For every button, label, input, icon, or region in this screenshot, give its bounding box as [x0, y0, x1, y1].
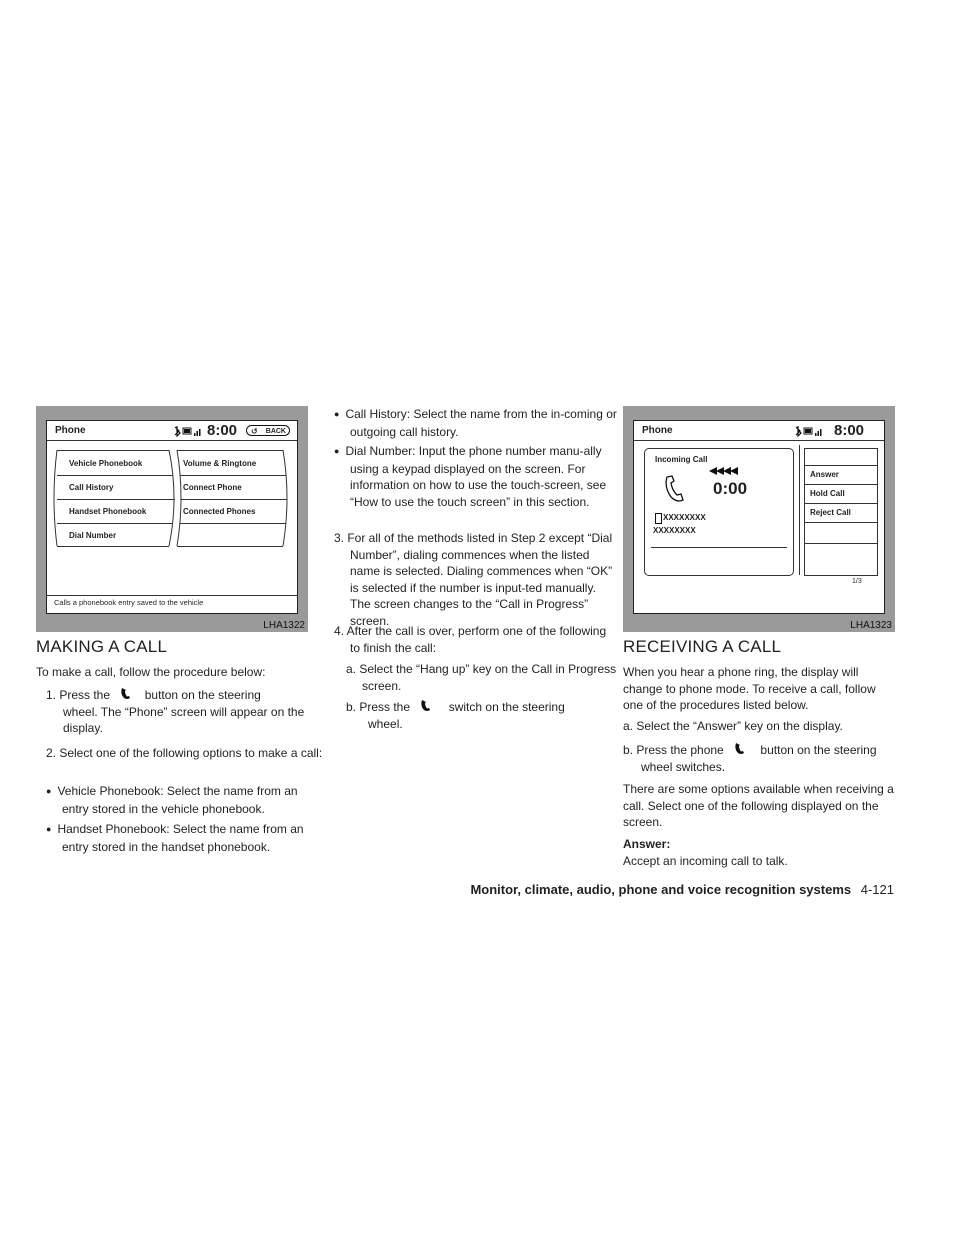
incoming-call-label: Incoming Call	[655, 455, 708, 464]
menu-call-history[interactable]: Call History	[69, 483, 114, 492]
option-b-text-b: button on the steering	[760, 743, 877, 757]
receiving-intro: When you hear a phone ring, the display will change to phone mode. To receive a call, follow one of the procedures listed below.	[623, 665, 876, 712]
menu-volume-ringtone[interactable]: Volume & Ringtone	[183, 459, 257, 468]
menu-dial-number[interactable]: Dial Number	[69, 531, 117, 540]
divider	[180, 475, 286, 476]
bullet-dial-number: ● Dial Number: Input the phone number manu-ally using a keypad displayed on the screen. For information on how to use the touch-screen, see “How to use the touch screen” in this section.	[334, 443, 618, 510]
menu-connect-phone[interactable]: Connect Phone	[183, 483, 242, 492]
call-options-divider	[799, 445, 800, 575]
reject-call-button[interactable]: Reject Call	[805, 504, 877, 523]
divider	[651, 547, 787, 548]
page-indicator: 1/3	[852, 578, 862, 585]
option-a: a. Select the “Answer” key on the display.	[623, 719, 843, 733]
bullet-call-history: ● Call History: Select the name from the in-coming or outgoing call history.	[334, 406, 618, 440]
step-4b	[346, 699, 602, 716]
divider	[47, 595, 297, 596]
footer-section: Monitor, climate, audio, phone and voice recognition systems	[470, 882, 852, 897]
step-2: 2. Select one of the following options to make a call:	[46, 746, 323, 760]
divider	[634, 440, 884, 441]
heading-receiving-a-call: RECEIVING A CALL	[623, 637, 782, 656]
divider	[177, 450, 283, 451]
page-footer	[470, 882, 894, 897]
answer-button[interactable]: Answer	[805, 466, 877, 485]
figure-code: LHA1322	[263, 620, 305, 631]
menu-connected-phones[interactable]: Connected Phones	[183, 507, 256, 516]
figure-phone-menu	[36, 406, 308, 632]
phone-button-icon	[733, 743, 747, 755]
handset-icon	[663, 475, 687, 503]
options-text: There are some options available when receiving a call. Select one of the following displayed on the screen.	[623, 782, 894, 829]
status-line: Calls a phonebook entry saved to the vehicle	[54, 598, 204, 607]
intro-text: To make a call, follow the procedure below:	[36, 665, 266, 679]
heading-making-a-call: MAKING A CALL	[36, 637, 168, 656]
clock: 8:00	[834, 422, 865, 439]
call-timer: 0:00	[713, 479, 748, 498]
incoming-call-panel	[644, 448, 794, 576]
clock: 8:00	[207, 422, 238, 439]
call-options-list	[804, 448, 878, 576]
screen-title: Phone	[642, 425, 673, 436]
figure-incoming-call	[623, 406, 895, 632]
back-label: BACK	[265, 428, 286, 435]
status-icons	[794, 425, 824, 437]
option-blank	[805, 449, 877, 466]
step-1	[46, 687, 308, 704]
ringing-arrows-icon	[707, 466, 739, 476]
step-3: 3. For all of the methods listed in Step 2 except “Dial Number”, dialing commences when the listed name is selected. Dialing commences when “OK” is selected if the number is input-ted manually. The screen changes to the “Call in Progress” screen.	[334, 531, 613, 628]
answer-text: Accept an incoming call to talk.	[623, 853, 788, 868]
incoming-call-screen	[633, 420, 885, 614]
option-b-continued: wheel switches.	[641, 759, 726, 774]
step-1-continued: wheel. The “Phone” screen will appear on the display.	[63, 704, 305, 735]
divider	[181, 499, 287, 500]
step-4b-text-b: switch on the steering	[448, 700, 565, 714]
phone-menu-screen	[46, 420, 298, 614]
step-1-text-b: button on the steering	[144, 688, 261, 702]
answer-title: Answer:	[623, 837, 671, 851]
footer-page: 4-121	[860, 882, 894, 897]
caller-line-1: XXXXXXXX	[663, 513, 706, 522]
caller-line-2: XXXXXXXX	[653, 526, 696, 535]
option-blank	[805, 523, 877, 544]
phonebook-icon	[655, 513, 662, 524]
back-arrow-icon: ↺	[251, 427, 258, 436]
divider	[180, 523, 286, 524]
step-1-text-a: 1. Press the	[46, 688, 111, 702]
phone-button-icon	[119, 688, 133, 700]
phone-switch-icon	[419, 700, 433, 712]
bullet-vehicle-phonebook: ● Vehicle Phonebook: Select the name from an entry stored in the vehicle phonebook.	[46, 783, 324, 817]
divider	[177, 546, 283, 547]
option-b-text-a: b. Press the phone	[623, 743, 724, 757]
figure-code: LHA1323	[850, 620, 892, 631]
step-4b-text-a: b. Press the	[346, 700, 411, 714]
screen-title: Phone	[55, 425, 86, 436]
step-4b-continued: wheel.	[368, 716, 403, 731]
hold-call-button[interactable]: Hold Call	[805, 485, 877, 504]
step-4: 4. After the call is over, perform one of the following to finish the call:	[334, 624, 607, 655]
menu-vehicle-phonebook[interactable]: Vehicle Phonebook	[69, 459, 143, 468]
step-4a: a. Select the “Hang up” key on the Call in Progress screen.	[346, 662, 617, 693]
option-b	[623, 742, 895, 759]
menu-handset-phonebook[interactable]: Handset Phonebook	[69, 507, 147, 516]
bullet-handset-phonebook: ● Handset Phonebook: Select the name from an entry stored in the handset phonebook.	[46, 821, 324, 855]
